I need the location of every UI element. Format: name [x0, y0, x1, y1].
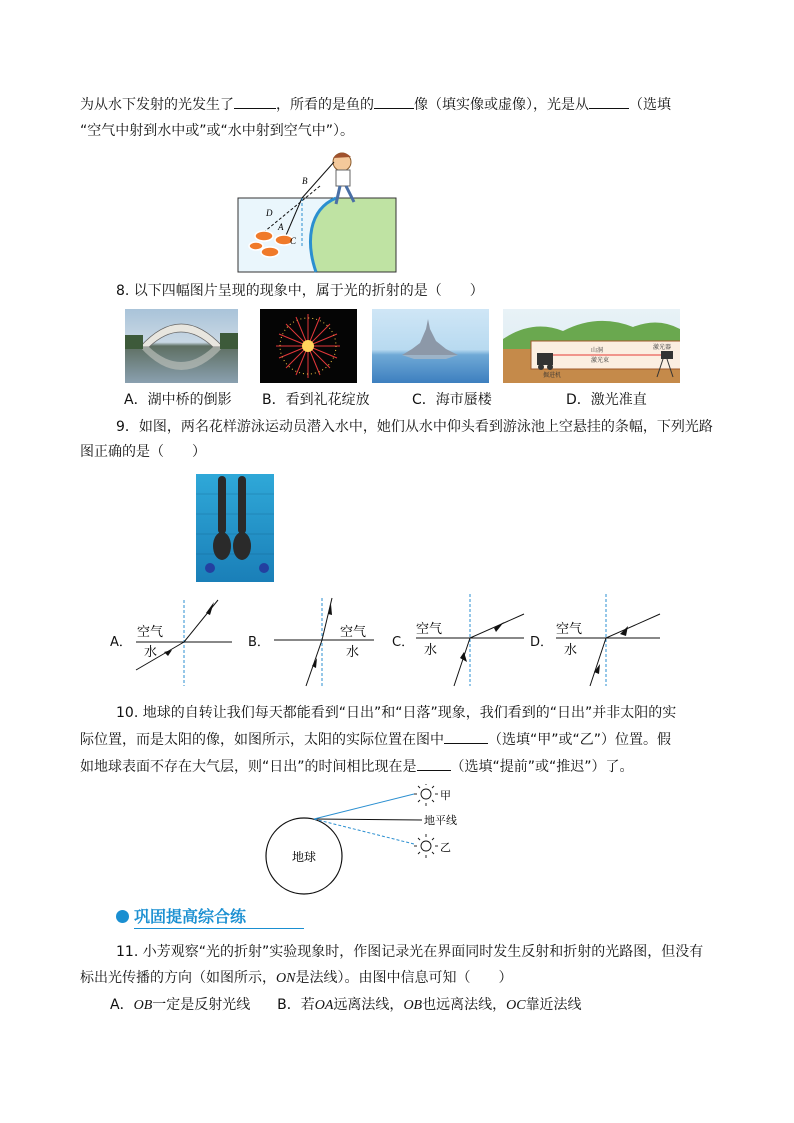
- label-horizon: 地平线: [424, 814, 457, 827]
- label-d: D: [266, 208, 273, 218]
- water-label: 水: [346, 645, 360, 660]
- q8-option-b[interactable]: B．看到礼花绽放: [262, 392, 370, 408]
- q11-options: [110, 994, 582, 1017]
- q10-text: （选填“提前”或“推迟”）了。: [450, 759, 634, 775]
- q7-text: ，所看的是鱼的: [276, 97, 374, 113]
- q11-symbol: OB: [133, 998, 153, 1013]
- q9-stem-line2: 图正确的是（ ）: [80, 444, 206, 460]
- q11-option-a[interactable]: [110, 997, 250, 1013]
- air-label: 空气: [137, 625, 164, 640]
- q11-symbol: OB: [403, 998, 423, 1013]
- air-label: 空气: [340, 625, 367, 640]
- opt-text: 也远离法线，: [422, 997, 507, 1013]
- bullet-icon: [116, 910, 129, 923]
- q10-text: 际位置，而是太阳的像，如图所示，太阳的实际位置在图中: [80, 732, 444, 748]
- q9-option-b-letter[interactable]: B．: [248, 635, 270, 650]
- tunnel-label-mountain: 山洞: [591, 347, 604, 354]
- answer-blank[interactable]: [589, 94, 629, 109]
- tunnel-label-machine: 掘进机: [543, 372, 562, 379]
- answer-blank[interactable]: [444, 729, 488, 744]
- label-yi: 乙: [440, 841, 451, 854]
- q11-stem-line1: 11. 小芳观察“光的折射”实验现象时，作图记录光在界面同时发生反射和折射的光路图，但没有: [116, 944, 704, 960]
- opt-text: 靠近法线: [525, 997, 582, 1013]
- answer-blank[interactable]: [374, 94, 414, 109]
- q7-text: （选填: [629, 97, 671, 113]
- photo-bridge-reflection: [125, 309, 238, 383]
- air-label: 空气: [556, 622, 583, 637]
- photo-laser-tunnel: [503, 309, 680, 383]
- q9-stem-line1: 9．如图，两名花样游泳运动员潜入水中，她们从水中仰头看到游泳池上空悬挂的条幅，下列光路: [116, 419, 713, 435]
- q9-diagram-b[interactable]: [272, 596, 376, 688]
- q10-line2: [80, 729, 671, 751]
- earth-label: 地球: [292, 850, 317, 864]
- water-label: 水: [564, 643, 578, 658]
- q10-line1: 10. 地球的自转让我们每天都能看到“日出”和“日落”现象，我们看到的“日出”并非太阳的实: [116, 705, 677, 721]
- q10-text: （选填“甲”或“乙”）位置。假: [488, 732, 672, 748]
- q10-text: 如地球表面不存在大气层，则“日出”的时间相比现在是: [80, 759, 417, 775]
- sun-icon: [414, 784, 438, 806]
- q11-symbol: OC: [506, 998, 526, 1013]
- label-jia: 甲: [440, 789, 451, 802]
- label-a: A: [278, 222, 284, 232]
- q9-option-d-letter[interactable]: D．: [530, 635, 554, 650]
- q11-symbol: ON: [276, 971, 296, 986]
- water-label: 水: [144, 645, 158, 660]
- photo-mirage: [372, 309, 489, 383]
- q11-stem-line2: [80, 967, 512, 990]
- q9-diagram-c[interactable]: [414, 592, 526, 688]
- q7-fish-figure: [236, 148, 398, 274]
- opt-text: A．: [110, 997, 134, 1013]
- answer-blank[interactable]: [234, 94, 276, 109]
- opt-text: 远离法线，: [333, 997, 404, 1013]
- answer-blank[interactable]: [417, 756, 451, 771]
- tunnel-label-laser: 激光器: [653, 344, 672, 351]
- boy-icon: [333, 153, 354, 204]
- q9-option-a-letter[interactable]: A．: [110, 635, 132, 650]
- q11-option-b[interactable]: [277, 997, 581, 1013]
- section-header: [116, 905, 306, 929]
- q11-text: 是法线）。由图中信息可知（ ）: [295, 970, 513, 986]
- q7-text: 为从水下发射的光发生了: [80, 97, 234, 113]
- opt-text: B．若: [277, 997, 315, 1013]
- q10-line3: [80, 756, 634, 778]
- label-b: B: [302, 176, 308, 186]
- photo-swimmers: [196, 474, 274, 582]
- q8-option-c[interactable]: C．海市蜃楼: [412, 392, 492, 408]
- shore: [311, 198, 396, 272]
- tunnel-label-beam: 激光束: [591, 357, 610, 364]
- opt-text: 一定是反射光线: [152, 997, 251, 1013]
- q7-text: 像（填实像或虚像），光是从: [414, 97, 589, 113]
- photo-fireworks: [260, 309, 357, 383]
- label-c: C: [290, 236, 297, 246]
- air-label: 空气: [416, 622, 443, 637]
- sun-icon: [414, 834, 438, 858]
- water-label: 水: [424, 643, 438, 658]
- q9-diagram-a[interactable]: [134, 598, 234, 688]
- q8-option-a[interactable]: A．湖中桥的倒影: [124, 392, 232, 408]
- section-underline: [134, 928, 304, 929]
- q8-stem: 8. 以下四幅图片呈现的现象中，属于光的折射的是（ ）: [116, 283, 484, 299]
- q7-line1: [80, 94, 671, 116]
- section-title: 巩固提高综合练: [134, 907, 247, 926]
- q10-earth-figure: [262, 784, 482, 896]
- q8-option-d[interactable]: D．激光准直: [566, 392, 647, 408]
- q9-option-c-letter[interactable]: C．: [392, 635, 415, 650]
- q7-line2: “空气中射到水中或”或“水中射到空气中”）。: [80, 123, 355, 139]
- q11-symbol: OA: [314, 998, 334, 1013]
- q9-diagram-d[interactable]: [554, 592, 662, 688]
- q11-text: 标出光传播的方向（如图所示，: [80, 970, 276, 986]
